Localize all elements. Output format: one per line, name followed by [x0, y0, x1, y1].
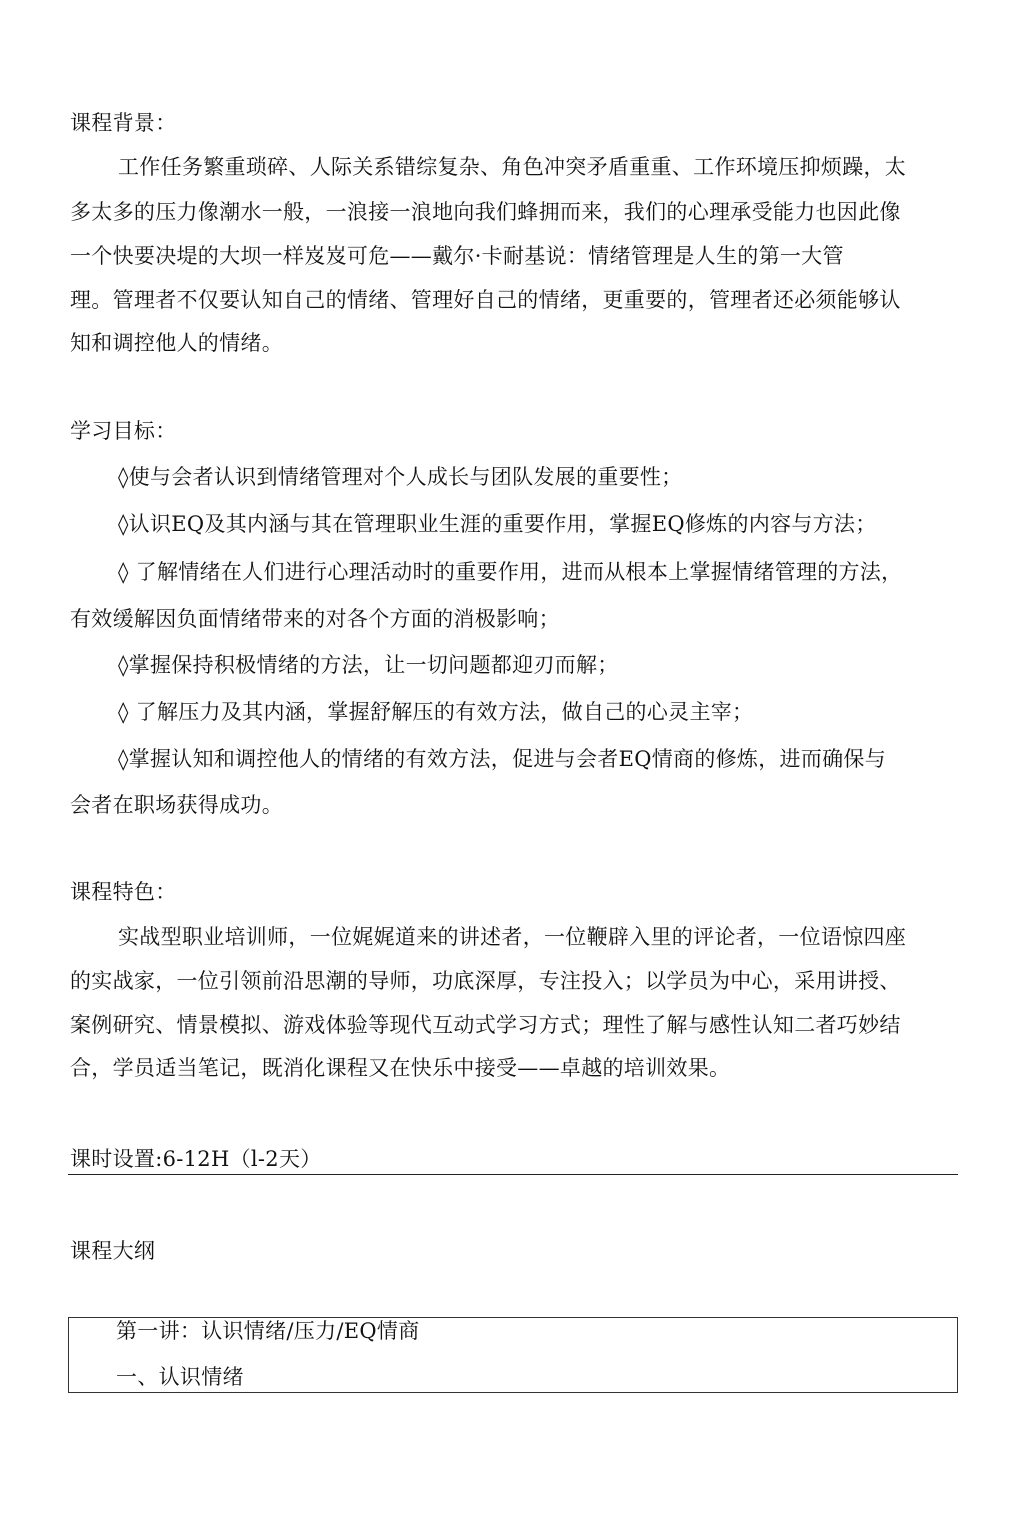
background-line-5: 知和调控他人的情绪。: [70, 331, 283, 355]
objective-line-4: 有效缓解因负面情绪带来的对各个方面的消极影响；: [70, 607, 560, 631]
duration-text: 课时设置:6-12H（l-2天）: [70, 1147, 322, 1171]
outline-heading: 课程大纲: [70, 1239, 156, 1263]
background-line-1: 工作任务繁重琐碎、人际关系错综复杂、角色冲突矛盾重重、工作环境压抑烦躁，太: [118, 155, 907, 179]
objective-line-2: ◊认识EQ及其内涵与其在管理职业生涯的重要作用，掌握EQ修炼的内容与方法；: [118, 512, 877, 536]
objective-line-5: ◊掌握保持积极情绪的方法，让一切问题都迎刃而解；: [118, 653, 619, 677]
objective-line-8: 会者在职场获得成功。: [70, 793, 283, 817]
objective-line-3: ◊ 了解情绪在人们进行心理活动时的重要作用，进而从根本上掌握情绪管理的方法，: [118, 560, 903, 584]
features-line-3: 案例研究、情景模拟、游戏体验等现代互动式学习方式；理性了解与感性认知二者巧妙结: [70, 1013, 901, 1037]
background-line-3: 一个快要决堤的大坝一样岌岌可危——戴尔·卡耐基说：情绪管理是人生的第一大管: [70, 244, 844, 268]
background-line-2: 多太多的压力像潮水一般，一浪接一浪地向我们蜂拥而来，我们的心理承受能力也因此像: [70, 200, 901, 224]
background-line-4: 理。管理者不仅要认知自己的情绪、管理好自己的情绪，更重要的，管理者还必须能够认: [70, 288, 901, 312]
lecture-title: 第一讲：认识情绪/压力/EQ情商: [116, 1319, 420, 1343]
features-heading: 课程特色：: [70, 880, 177, 904]
objectives-heading: 学习目标：: [70, 419, 177, 443]
objective-line-6: ◊ 了解压力及其内涵，掌握舒解压的有效方法，做自己的心灵主宰；: [118, 700, 754, 724]
section-title: 一、认识情绪: [116, 1365, 244, 1389]
divider-line: [68, 1174, 958, 1175]
objective-line-7: ◊掌握认知和调控他人的情绪的有效方法，促进与会者EQ情商的修炼，进而确保与: [118, 747, 887, 771]
background-heading: 课程背景：: [70, 111, 177, 135]
features-line-1: 实战型职业培训师，一位娓娓道来的讲述者，一位鞭辟入里的评论者，一位语惊四座: [118, 925, 907, 949]
objective-line-1: ◊使与会者认识到情绪管理对个人成长与团队发展的重要性；: [118, 465, 683, 489]
features-line-2: 的实战家，一位引领前沿思潮的导师，功底深厚，专注投入；以学员为中心，采用讲授、: [70, 969, 901, 993]
features-line-4: 合，学员适当笔记，既消化课程又在快乐中接受——卓越的培训效果。: [70, 1056, 731, 1080]
